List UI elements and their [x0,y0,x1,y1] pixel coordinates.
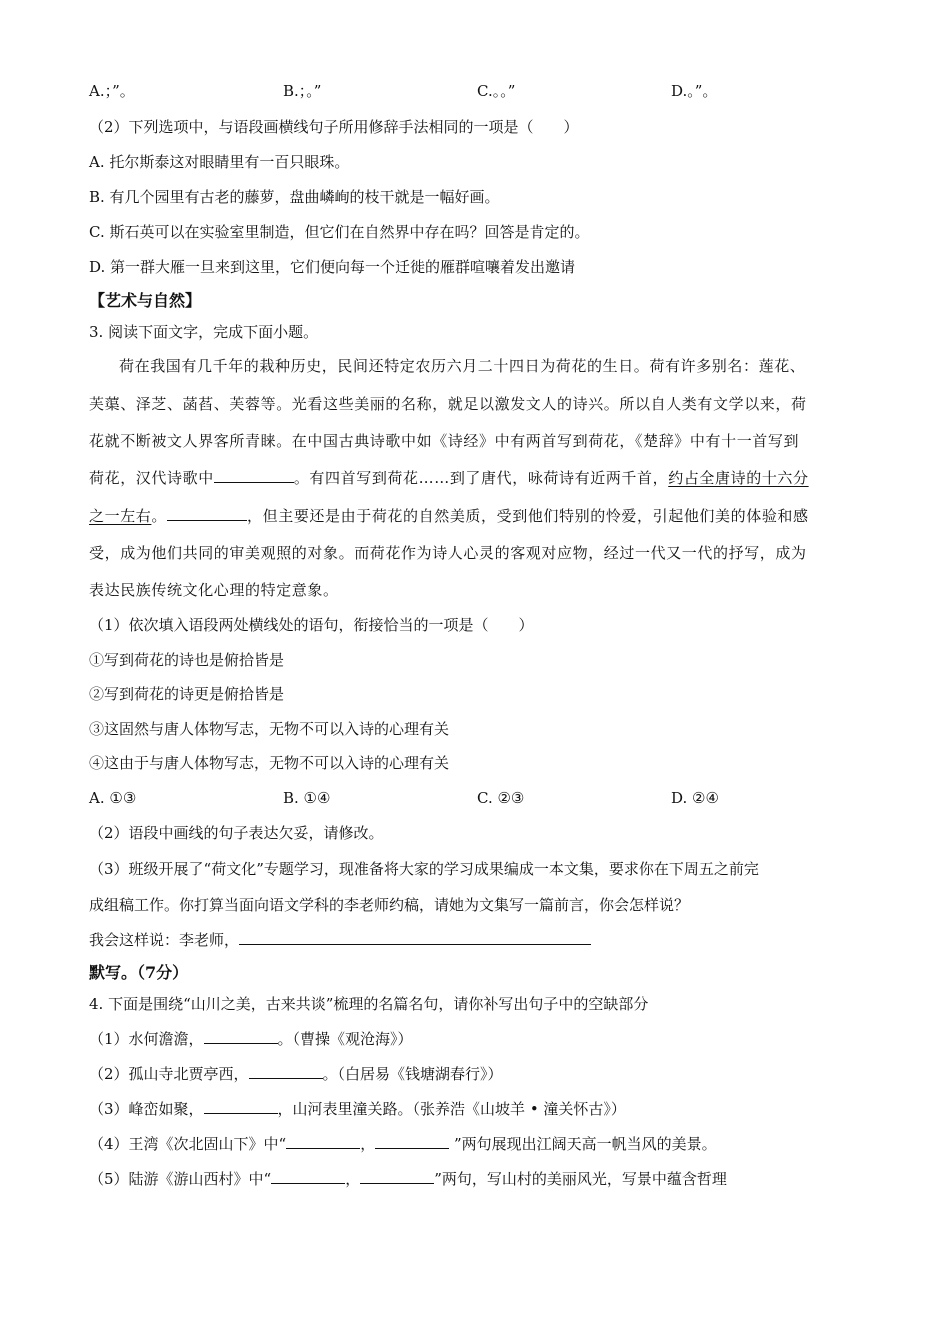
option-a[interactable]: A.；”。 [89,82,135,100]
q3-sub3-answer-line [89,929,870,951]
q3-passage-line: 受，成为他们共同的审美观照的对象。而荷花作为诗人心灵的客观对应物，经过一代又一代的抒写，成为 [89,544,807,562]
passage-text: 。 [151,507,168,525]
option-d[interactable]: D. ②④ [671,789,719,807]
q4-item-3 [89,1098,870,1120]
option-c[interactable]: C.。。” [477,82,516,100]
q2-sub2-option-d[interactable]: D. 第一群大雁一旦来到这里，它们便向每一个迁徙的雁群喧嚷着发出邀请 [89,258,576,276]
q4-item-2 [89,1063,870,1085]
q3-passage-line [89,467,870,489]
item-text: ，山河表里潼关路。（张养浩《山坡羊 • 潼关怀古》） [277,1100,626,1118]
q2-sub1-options [89,80,870,102]
q2-sub2-stem: （2）下列选项中，与语段画横线句子所用修辞手法相同的一项是（ ） [89,118,579,136]
item-text: 。（曹操《观沧海》） [277,1030,413,1048]
fill-blank[interactable] [204,1028,278,1044]
section-heading-art: 【艺术与自然】 [89,291,202,310]
q4-item-4 [89,1133,870,1155]
item-text: （2）孤山寺北贾亭西， [89,1065,249,1083]
q3-passage-line: 芙蕖、泽芝、菡萏、芙蓉等。光看这些美丽的名称，就足以激发文人的诗兴。所以自人类有文学以来，荷 [89,395,807,413]
q3-sub1-stem: （1）依次填入语段两处横线处的语句，衔接恰当的一项是（ ） [89,616,534,634]
q3-choice-3: ③这固然与唐人体物写志，无物不可以入诗的心理有关 [89,720,450,738]
fill-blank-1[interactable] [214,467,294,483]
fill-blank[interactable] [360,1168,434,1184]
q2-sub2-option-a[interactable]: A. 托尔斯泰这对眼睛里有一百只眼珠。 [89,153,350,171]
q2-sub2-option-b[interactable]: B. 有几个园里有古老的藤萝，盘曲嶙峋的枝干就是一幅好画。 [89,188,500,206]
item-text: ， [345,1170,361,1188]
q3-choice-4: ④这由于与唐人体物写志，无物不可以入诗的心理有关 [89,754,450,772]
q4-title: 4. 下面是围绕“山川之美，古来共谈”梳理的名篇名句，请你补写出句子中的空缺部分 [89,995,649,1013]
fill-blank[interactable] [271,1168,345,1184]
item-text: 。（白居易《钱塘湖春行》） [322,1065,503,1083]
q3-choice-1: ①写到荷花的诗也是俯拾皆是 [89,651,285,669]
item-text: （3）峰峦如聚， [89,1100,204,1118]
fill-blank[interactable] [204,1098,278,1114]
option-b[interactable]: B. ①④ [283,789,331,807]
fill-blank[interactable] [286,1133,360,1149]
item-text: （4）王湾《次北固山下》中“ [89,1135,287,1153]
q3-passage-line: 花就不断被文人界客所青睐。在中国古典诗歌中如《诗经》中有两首写到荷花，《楚辞》中有十一首写到 [89,432,800,450]
option-a[interactable]: A. ①③ [89,789,137,807]
passage-text: 荷花，汉代诗歌中 [89,469,214,487]
answer-prompt: 我会这样说：李老师， [89,931,240,949]
section-heading-dictation: 默写。（7分） [89,963,189,982]
passage-text: ，但主要还是由于荷花的自然美质，受到他们特别的怜爱，引起他们美的体验和感 [247,507,809,525]
option-d[interactable]: D.。”。 [671,82,718,100]
passage-text: 。有四首写到荷花……到了唐代，咏荷诗有近两千首， [293,469,669,487]
item-text: ”两句，写山村的美丽风光，写景中蕴含哲理 [434,1170,727,1188]
q4-item-1 [89,1028,870,1050]
q3-passage-line [89,505,870,527]
q3-sub3-stem: 成组稿工作。你打算当面向语文学科的李老师约稿，请她为文集写一篇前言，你会怎样说？ [89,896,690,914]
fill-blank-2[interactable] [167,505,247,521]
item-text: ”两句展现出江阔天高一帆当风的美景。 [449,1135,717,1153]
fill-blank[interactable] [249,1063,323,1079]
item-text: （1）水何澹澹， [89,1030,204,1048]
q3-passage-line: 荷在我国有几千年的栽种历史，民间还特定农历六月二十四日为荷花的生日。荷有许多别名：莲花、 [119,357,806,375]
item-text: （5）陆游《游山西村》中“ [89,1170,272,1188]
q3-sub1-options [89,787,870,809]
q4-item-5 [89,1168,870,1190]
q3-choice-2: ②写到荷花的诗更是俯拾皆是 [89,685,285,703]
answer-blank[interactable] [239,929,591,945]
underlined-sentence: 之一左右 [89,507,152,525]
q3-passage-line: 表达民族传统文化心理的特定意象。 [89,581,339,599]
q3-title: 3. 阅读下面文字，完成下面小题。 [89,323,319,341]
q3-sub2-stem: （2）语段中画线的句子表达欠妥，请修改。 [89,824,384,842]
option-b[interactable]: B.；。” [283,82,322,100]
option-c[interactable]: C. ②③ [477,789,525,807]
fill-blank[interactable] [375,1133,449,1149]
q2-sub2-option-c[interactable]: C. 斯石英可以在实验室里制造，但它们在自然界中存在吗？回答是肯定的。 [89,223,590,241]
q3-sub3-stem: （3）班级开展了“荷文化”专题学习，现准备将大家的学习成果编成一本文集，要求你在下周五之前完 [89,860,759,878]
item-text: ， [360,1135,376,1153]
underlined-sentence: 约占全唐诗的十六分 [668,469,809,487]
